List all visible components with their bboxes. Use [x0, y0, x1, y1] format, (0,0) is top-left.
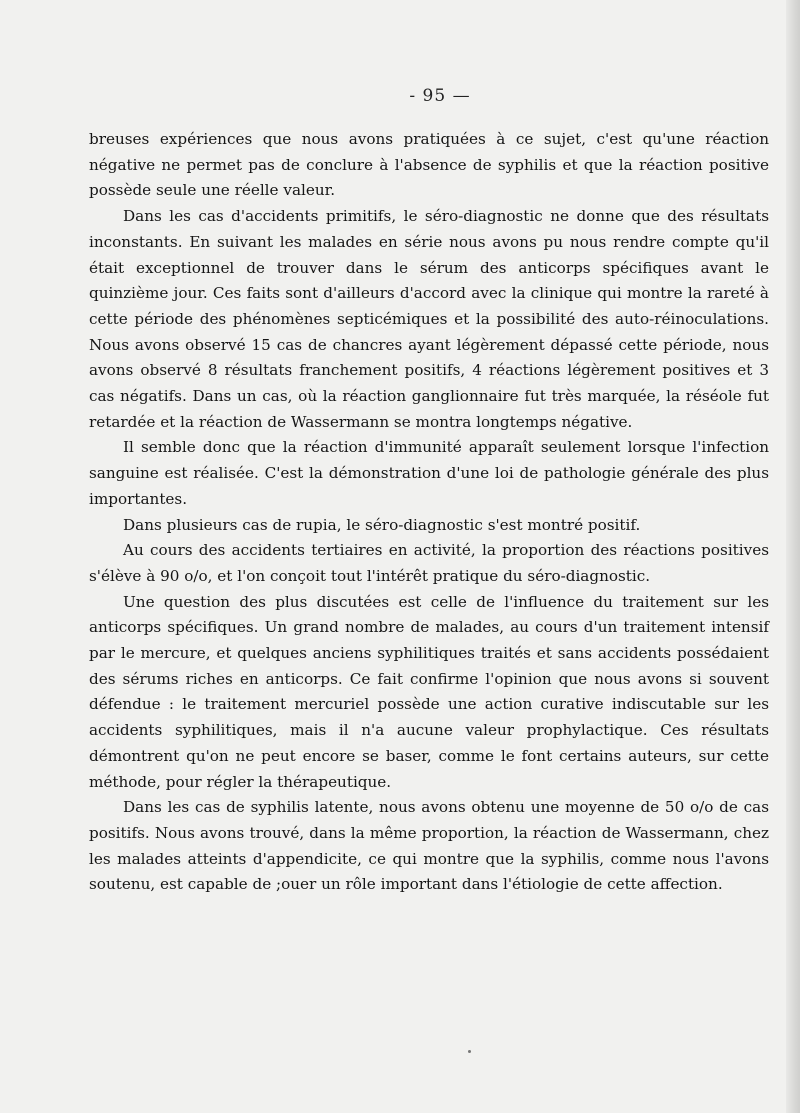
paragraph-1: breuses expériences que nous avons pratiquées à ce sujet, c'est qu'une réaction négative ne permet pas de conclure à l'absence de syphilis et que la réaction positive possède seule une réelle valeur.: [89, 130, 769, 200]
paragraph-5: Au cours des accidents tertiaires en activité, la proportion des réactions positives s'élève à 90 o/o, et l'on conçoit tout l'intérêt pratique du séro-diagnostic.: [89, 541, 769, 585]
scan-speck: [468, 1050, 471, 1053]
paragraph-3: Il semble donc que la réaction d'immunité apparaît seulement lorsque l'infection sanguine est réalisée. C'est la démonstration d'une loi de pathologie générale des plus importantes.: [89, 438, 769, 508]
body-text: [89, 127, 769, 898]
page-number: - 95 —: [409, 86, 471, 106]
paragraph-4: Dans plusieurs cas de rupia, le séro-diagnostic s'est montré positif.: [123, 515, 641, 534]
paragraph-2: Dans les cas d'accidents primitifs, le séro-diagnostic ne donne que des résultats inconstants. En suivant les malades en série nous avons pu nous rendre compte qu'il était exceptionnel de trouver dans le sérum des anticorps spécifiques avant le quinzième jour. Ces faits sont d'ailleurs d'accord avec la clinique qui montre la rareté à cette période des phénomènes septicémiques et la possibilité des auto-réinoculations. Nous avons observé 15 cas de chancres ayant légèrement dépassé cette période, nous avons observé 8 résultats franchement positifs, 4 réactions légèrement positives et 3 cas négatifs. Dans un cas, où la réaction ganglionnaire fut très marquée, la réséole fut retardée et la réaction de Wassermann se montra longtemps négative.: [89, 207, 769, 431]
paragraph-6: Une question des plus discutées est celle de l'influence du traitement sur les anticorps spécifiques. Un grand nombre de malades, au cours d'un traitement intensif par le mercure, et quelques anciens syphilitiques traités et sans accidents possédaient des sérums riches en anticorps. Ce fait confirme l'opinion que nous avons si souvent défendue : le traitement mercuriel possède une action curative indiscutable sur les accidents syphilitiques, mais il n'a aucune valeur prophylactique. Ces résultats démontrent qu'on ne peut encore se baser, comme le font certains auteurs, sur cette méthode, pour régler la thérapeutique.: [89, 592, 769, 791]
page-edge-shadow: [786, 0, 800, 1113]
paragraph-7: Dans les cas de syphilis latente, nous avons obtenu une moyenne de 50 o/o de cas positifs. Nous avons trouvé, dans la même proportion, la réaction de Wassermann, chez les malades atteints d'appendicite, ce qui montre que la syphilis, comme nous l'avons soutenu, est capable de ;ouer un rôle important dans l'étiologie de cette affection.: [89, 798, 769, 894]
